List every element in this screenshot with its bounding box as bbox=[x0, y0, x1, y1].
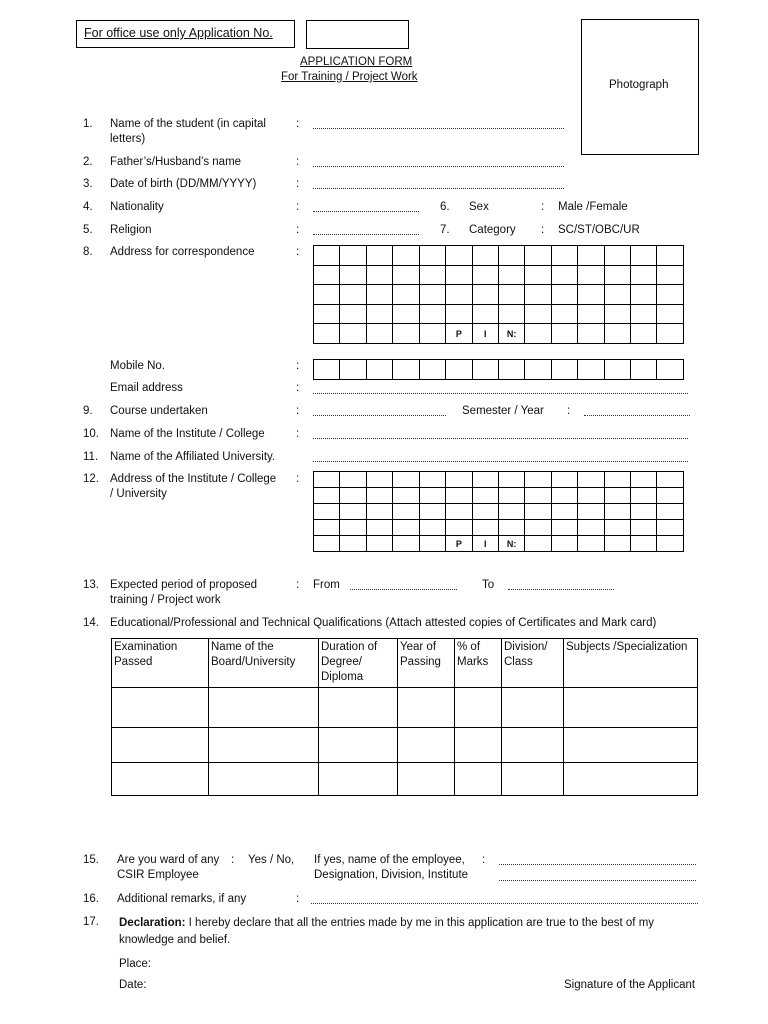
from-label: From bbox=[313, 579, 340, 591]
char-box[interactable] bbox=[314, 304, 340, 324]
char-box[interactable] bbox=[551, 472, 577, 488]
char-box[interactable] bbox=[604, 536, 630, 552]
application-no-field[interactable] bbox=[306, 20, 409, 49]
employee-name-input[interactable] bbox=[499, 864, 696, 865]
char-box[interactable] bbox=[631, 488, 657, 504]
char-box[interactable] bbox=[366, 472, 392, 488]
colon: : bbox=[296, 360, 300, 372]
colon: : bbox=[296, 224, 300, 236]
char-box[interactable] bbox=[498, 246, 524, 266]
char-box[interactable] bbox=[657, 472, 684, 488]
char-box[interactable] bbox=[525, 285, 551, 305]
char-box[interactable] bbox=[419, 265, 445, 285]
field-7-number: 7. bbox=[440, 224, 450, 236]
char-box[interactable] bbox=[657, 304, 684, 324]
char-box[interactable] bbox=[657, 246, 684, 266]
field-16-label: Additional remarks, if any bbox=[117, 893, 247, 905]
header-board: Name of the Board/University bbox=[209, 639, 319, 688]
char-box[interactable] bbox=[340, 472, 366, 488]
grid-row[interactable] bbox=[314, 246, 684, 266]
field-6-label: Sex bbox=[469, 201, 489, 213]
institute-input[interactable] bbox=[313, 438, 688, 439]
char-box[interactable] bbox=[446, 304, 472, 324]
char-box[interactable] bbox=[525, 504, 551, 520]
colon: : bbox=[296, 156, 300, 168]
colon: : bbox=[296, 118, 300, 130]
grid-row[interactable] bbox=[314, 265, 684, 285]
remarks-input[interactable] bbox=[311, 903, 698, 904]
char-box[interactable] bbox=[393, 285, 419, 305]
field-11-number: 11. bbox=[83, 451, 99, 463]
char-box[interactable] bbox=[314, 488, 340, 504]
char-box[interactable] bbox=[393, 536, 419, 552]
char-box[interactable] bbox=[419, 304, 445, 324]
char-box[interactable] bbox=[578, 324, 604, 344]
char-box[interactable] bbox=[419, 360, 445, 380]
char-box[interactable] bbox=[657, 360, 684, 380]
colon: : bbox=[296, 405, 300, 417]
photograph-label: Photograph bbox=[609, 79, 669, 91]
char-box[interactable] bbox=[551, 360, 577, 380]
table-row[interactable] bbox=[112, 763, 698, 796]
char-box[interactable] bbox=[631, 472, 657, 488]
char-box[interactable] bbox=[366, 536, 392, 552]
char-box[interactable] bbox=[657, 488, 684, 504]
field-13-label: Expected period of proposed training / Project work bbox=[110, 579, 258, 606]
to-label: To bbox=[482, 579, 495, 591]
char-box[interactable] bbox=[419, 324, 445, 344]
field-10-label: Name of the Institute / College bbox=[110, 428, 265, 440]
category-options[interactable]: SC/ST/OBC/UR bbox=[558, 224, 640, 236]
char-box[interactable] bbox=[419, 472, 445, 488]
char-box[interactable] bbox=[314, 504, 340, 520]
char-box[interactable] bbox=[340, 360, 366, 380]
char-box[interactable] bbox=[657, 504, 684, 520]
char-box[interactable] bbox=[578, 265, 604, 285]
char-box[interactable] bbox=[657, 285, 684, 305]
char-box[interactable] bbox=[419, 520, 445, 536]
char-box[interactable] bbox=[578, 504, 604, 520]
header-year: Year of Passing bbox=[398, 639, 455, 688]
char-box[interactable] bbox=[419, 285, 445, 305]
field-8-number: 8. bbox=[83, 246, 93, 258]
field-3-number: 3. bbox=[83, 178, 93, 190]
pin-letter[interactable]: I bbox=[472, 324, 498, 344]
char-box[interactable] bbox=[366, 488, 392, 504]
char-box[interactable] bbox=[525, 360, 551, 380]
char-box[interactable] bbox=[657, 265, 684, 285]
char-box[interactable] bbox=[604, 324, 630, 344]
place-label: Place: bbox=[119, 958, 151, 970]
char-box[interactable] bbox=[366, 504, 392, 520]
field-5-label: Religion bbox=[110, 224, 152, 236]
office-use-box bbox=[76, 20, 295, 48]
char-box[interactable] bbox=[393, 360, 419, 380]
char-box[interactable] bbox=[657, 536, 684, 552]
char-box[interactable] bbox=[578, 360, 604, 380]
field-3-label: Date of birth (DD/MM/YYYY) bbox=[110, 178, 257, 190]
char-box[interactable] bbox=[551, 488, 577, 504]
char-box[interactable] bbox=[498, 265, 524, 285]
char-box[interactable] bbox=[446, 360, 472, 380]
char-box[interactable] bbox=[604, 285, 630, 305]
char-box[interactable] bbox=[314, 520, 340, 536]
yes-no-options[interactable]: Yes / No, bbox=[248, 854, 295, 866]
char-box[interactable] bbox=[340, 324, 366, 344]
pin-letter[interactable]: N: bbox=[498, 536, 524, 552]
char-box[interactable] bbox=[525, 324, 551, 344]
course-input[interactable] bbox=[313, 415, 446, 416]
field-15-label: Are you ward of any CSIR Employee bbox=[117, 854, 220, 881]
field-1-number: 1. bbox=[83, 118, 93, 130]
char-box[interactable] bbox=[314, 285, 340, 305]
char-box[interactable] bbox=[472, 488, 498, 504]
header-exam: Examination Passed bbox=[112, 639, 209, 688]
declaration-heading: Declaration: bbox=[119, 917, 186, 929]
char-box[interactable] bbox=[393, 520, 419, 536]
semester-label: Semester / Year bbox=[462, 405, 544, 417]
char-box[interactable] bbox=[604, 265, 630, 285]
char-box[interactable] bbox=[578, 285, 604, 305]
char-box[interactable] bbox=[525, 304, 551, 324]
char-box[interactable] bbox=[393, 472, 419, 488]
colon: : bbox=[482, 854, 486, 866]
declaration bbox=[119, 915, 699, 949]
char-box[interactable] bbox=[366, 304, 392, 324]
header-duration: Duration of Degree/ Diploma bbox=[319, 639, 398, 688]
char-box[interactable] bbox=[446, 285, 472, 305]
colon: : bbox=[231, 854, 235, 866]
char-box[interactable] bbox=[551, 285, 577, 305]
char-box[interactable] bbox=[314, 472, 340, 488]
university-input[interactable] bbox=[313, 461, 688, 462]
char-box[interactable] bbox=[498, 472, 524, 488]
char-box[interactable] bbox=[446, 520, 472, 536]
field-14-number: 14. bbox=[83, 617, 99, 629]
char-box[interactable] bbox=[419, 536, 445, 552]
char-box[interactable] bbox=[578, 304, 604, 324]
char-box[interactable] bbox=[551, 324, 577, 344]
char-box[interactable] bbox=[366, 520, 392, 536]
grid-row[interactable] bbox=[314, 536, 684, 552]
colon: : bbox=[296, 473, 300, 485]
char-box[interactable] bbox=[472, 504, 498, 520]
char-box[interactable] bbox=[472, 472, 498, 488]
char-box[interactable] bbox=[472, 246, 498, 266]
char-box[interactable] bbox=[498, 285, 524, 305]
field-4-number: 4. bbox=[83, 201, 93, 213]
pin-letter[interactable]: N: bbox=[498, 324, 524, 344]
char-box[interactable] bbox=[604, 488, 630, 504]
char-box[interactable] bbox=[393, 324, 419, 344]
photograph-box[interactable] bbox=[581, 19, 699, 155]
char-box[interactable] bbox=[657, 324, 684, 344]
char-box[interactable] bbox=[578, 520, 604, 536]
char-box[interactable] bbox=[498, 504, 524, 520]
char-box[interactable] bbox=[446, 265, 472, 285]
grid-row[interactable] bbox=[314, 285, 684, 305]
char-box[interactable] bbox=[340, 304, 366, 324]
field-9-number: 9. bbox=[83, 405, 93, 417]
email-label: Email address bbox=[110, 382, 183, 394]
colon: : bbox=[541, 224, 545, 236]
char-box[interactable] bbox=[393, 488, 419, 504]
colon: : bbox=[296, 579, 300, 591]
char-box[interactable] bbox=[525, 536, 551, 552]
char-box[interactable] bbox=[578, 246, 604, 266]
religion-input[interactable] bbox=[313, 234, 419, 235]
form-title: APPLICATION FORM bbox=[300, 56, 413, 68]
grid-row[interactable] bbox=[314, 520, 684, 536]
colon: : bbox=[296, 428, 300, 440]
field-4-label: Nationality bbox=[110, 201, 164, 213]
char-box[interactable] bbox=[551, 504, 577, 520]
char-box[interactable] bbox=[525, 520, 551, 536]
mobile-grid[interactable] bbox=[313, 359, 684, 380]
char-box[interactable] bbox=[314, 246, 340, 266]
char-box[interactable] bbox=[393, 504, 419, 520]
field-15-number: 15. bbox=[83, 854, 99, 866]
field-12-label: Address of the Institute / College / University bbox=[110, 473, 277, 500]
colon: : bbox=[296, 178, 300, 190]
form-subtitle: For Training / Project Work bbox=[281, 71, 418, 83]
student-name-input[interactable] bbox=[313, 128, 564, 129]
email-input[interactable] bbox=[313, 393, 688, 394]
char-box[interactable] bbox=[393, 304, 419, 324]
char-box[interactable] bbox=[631, 536, 657, 552]
char-box[interactable] bbox=[472, 520, 498, 536]
header-division: Division/ Class bbox=[502, 639, 564, 688]
char-box[interactable] bbox=[604, 504, 630, 520]
char-box[interactable] bbox=[340, 285, 366, 305]
char-box[interactable] bbox=[578, 536, 604, 552]
dob-input[interactable] bbox=[313, 188, 564, 189]
char-box[interactable] bbox=[525, 246, 551, 266]
char-box[interactable] bbox=[551, 265, 577, 285]
field-14-label: Educational/Professional and Technical Qualifications (Attach attested copies of Certificates and Mark card) bbox=[110, 617, 657, 629]
char-box[interactable] bbox=[446, 472, 472, 488]
colon: : bbox=[541, 201, 545, 213]
table-row[interactable] bbox=[112, 728, 698, 763]
field-16-number: 16. bbox=[83, 893, 99, 905]
field-11-label: Name of the Affiliated University. bbox=[110, 451, 276, 463]
colon: : bbox=[296, 201, 300, 213]
to-input[interactable] bbox=[508, 589, 614, 590]
char-box[interactable] bbox=[340, 488, 366, 504]
char-box[interactable] bbox=[525, 472, 551, 488]
char-box[interactable] bbox=[393, 265, 419, 285]
qualifications-table bbox=[111, 638, 698, 796]
char-box[interactable] bbox=[340, 246, 366, 266]
char-box[interactable] bbox=[419, 246, 445, 266]
char-box[interactable] bbox=[366, 360, 392, 380]
char-box[interactable] bbox=[631, 265, 657, 285]
char-box[interactable] bbox=[419, 504, 445, 520]
char-box[interactable] bbox=[393, 246, 419, 266]
field-8-label: Address for correspondence bbox=[110, 246, 255, 258]
grid-row[interactable] bbox=[314, 504, 684, 520]
grid-row[interactable] bbox=[314, 324, 684, 344]
char-box[interactable] bbox=[472, 285, 498, 305]
char-box[interactable] bbox=[498, 304, 524, 324]
char-box[interactable] bbox=[631, 504, 657, 520]
sex-options[interactable]: Male /Female bbox=[558, 201, 628, 213]
char-box[interactable] bbox=[631, 304, 657, 324]
char-box[interactable] bbox=[498, 488, 524, 504]
char-box[interactable] bbox=[578, 472, 604, 488]
char-box[interactable] bbox=[551, 246, 577, 266]
char-box[interactable] bbox=[472, 360, 498, 380]
char-box[interactable] bbox=[340, 520, 366, 536]
field-2-number: 2. bbox=[83, 156, 93, 168]
char-box[interactable] bbox=[604, 520, 630, 536]
mobile-label: Mobile No. bbox=[110, 360, 165, 372]
colon: : bbox=[567, 405, 571, 417]
char-box[interactable] bbox=[604, 472, 630, 488]
char-box[interactable] bbox=[631, 360, 657, 380]
char-box[interactable] bbox=[366, 324, 392, 344]
char-box[interactable] bbox=[446, 488, 472, 504]
char-box[interactable] bbox=[604, 246, 630, 266]
field-13-number: 13. bbox=[83, 579, 99, 591]
father-name-input[interactable] bbox=[313, 166, 564, 167]
char-box[interactable] bbox=[551, 536, 577, 552]
from-input[interactable] bbox=[350, 589, 457, 590]
char-box[interactable] bbox=[631, 520, 657, 536]
pin-letter[interactable]: I bbox=[472, 536, 498, 552]
office-use-label: For office use only Application No. bbox=[84, 26, 273, 40]
signature-label: Signature of the Applicant bbox=[564, 979, 696, 991]
char-box[interactable] bbox=[631, 324, 657, 344]
char-box[interactable] bbox=[366, 246, 392, 266]
char-box[interactable] bbox=[551, 304, 577, 324]
nationality-input[interactable] bbox=[313, 211, 419, 212]
field-9-label: Course undertaken bbox=[110, 405, 208, 417]
char-box[interactable] bbox=[314, 265, 340, 285]
pin-letter[interactable]: P bbox=[446, 324, 472, 344]
if-yes-label: If yes, name of the employee, Designation, Division, Institute bbox=[314, 854, 469, 881]
header-subjects: Subjects /Specialization bbox=[564, 639, 698, 688]
field-6-number: 6. bbox=[440, 201, 450, 213]
grid-row[interactable] bbox=[314, 472, 684, 488]
char-box[interactable] bbox=[446, 504, 472, 520]
grid-row[interactable] bbox=[314, 304, 684, 324]
char-box[interactable] bbox=[472, 265, 498, 285]
colon: : bbox=[296, 246, 300, 258]
char-box[interactable] bbox=[498, 520, 524, 536]
char-box[interactable] bbox=[340, 536, 366, 552]
employee-designation-input[interactable] bbox=[499, 880, 696, 881]
char-box[interactable] bbox=[419, 488, 445, 504]
char-box[interactable] bbox=[498, 360, 524, 380]
char-box[interactable] bbox=[340, 265, 366, 285]
char-box[interactable] bbox=[314, 324, 340, 344]
date-label: Date: bbox=[119, 979, 147, 991]
table-row[interactable] bbox=[112, 688, 698, 728]
char-box[interactable] bbox=[446, 246, 472, 266]
char-box[interactable] bbox=[366, 285, 392, 305]
field-12-number: 12. bbox=[83, 473, 99, 485]
correspondence-address-grid[interactable] bbox=[313, 245, 684, 344]
char-box[interactable] bbox=[551, 520, 577, 536]
institute-address-grid[interactable] bbox=[313, 471, 684, 552]
char-box[interactable] bbox=[525, 488, 551, 504]
colon: : bbox=[296, 382, 300, 394]
char-box[interactable] bbox=[657, 520, 684, 536]
char-box[interactable] bbox=[472, 304, 498, 324]
colon: : bbox=[296, 893, 300, 905]
pin-letter[interactable]: P bbox=[446, 536, 472, 552]
field-2-label: Father’s/Husband’s name bbox=[110, 156, 242, 168]
grid-row[interactable] bbox=[314, 360, 684, 380]
semester-input[interactable] bbox=[584, 415, 690, 416]
char-box[interactable] bbox=[314, 360, 340, 380]
field-17-number: 17. bbox=[83, 916, 99, 928]
field-7-label: Category bbox=[469, 224, 516, 236]
char-box[interactable] bbox=[525, 265, 551, 285]
char-box[interactable] bbox=[340, 504, 366, 520]
char-box[interactable] bbox=[578, 488, 604, 504]
char-box[interactable] bbox=[366, 265, 392, 285]
field-1-label: Name of the student (in capital letters) bbox=[110, 118, 266, 145]
header-marks: % of Marks bbox=[455, 639, 502, 688]
char-box[interactable] bbox=[314, 536, 340, 552]
char-box[interactable] bbox=[631, 285, 657, 305]
char-box[interactable] bbox=[604, 360, 630, 380]
field-10-number: 10. bbox=[83, 428, 99, 440]
char-box[interactable] bbox=[604, 304, 630, 324]
declaration-text: I hereby declare that all the entries made by me in this application are true to the best of my knowledge and belief. bbox=[119, 917, 655, 946]
char-box[interactable] bbox=[631, 246, 657, 266]
grid-row[interactable] bbox=[314, 488, 684, 504]
table-header-row bbox=[112, 639, 698, 688]
field-5-number: 5. bbox=[83, 224, 93, 236]
